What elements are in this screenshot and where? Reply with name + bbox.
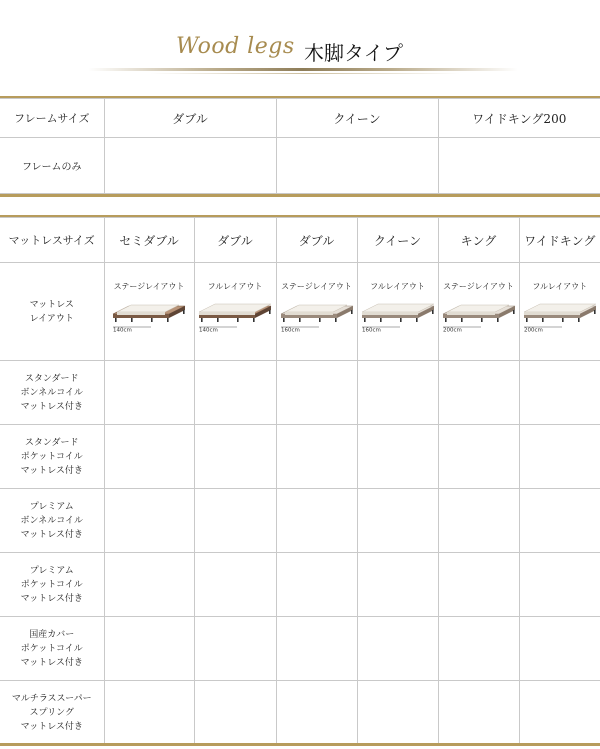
option-cell [438,489,519,553]
option-cell [438,681,519,745]
frame-size-double: ダブル [104,99,276,138]
option-row [0,425,600,489]
option-cell [519,681,600,745]
option-label-line2: ボンネルコイル [20,515,83,526]
option-label-line3: マットレス付き [20,657,83,668]
option-cell [194,681,276,745]
option-row [0,681,600,745]
option-cell [104,361,194,425]
dimension-label: 140cm [113,327,132,332]
layout-label-line2: レイアウト [29,313,74,324]
frame-size-wideking200: ワイドキング200 [438,99,600,138]
frame-header-row [0,99,600,138]
dimension-label: 200cm [523,327,543,332]
option-label-line1: マルチラススーパー [11,693,92,704]
option-row [0,553,600,617]
layout-type-label: フルレイアウト [207,282,263,291]
option-cell [357,361,438,425]
option-cell [276,553,357,617]
frame-only-cell-double [104,138,276,194]
option-row [0,489,600,553]
option-label [0,553,104,617]
full-bed-icon [522,302,598,332]
option-label-line3: マットレス付き [20,465,83,476]
option-label-line3: マットレス付き [20,721,83,732]
option-cell [276,489,357,553]
option-cell [194,425,276,489]
dimension-label: 160cm [361,327,381,332]
option-label [0,489,104,553]
frame-only-label: フレームのみ [0,138,104,194]
mattress-size-double-2: ダブル [276,218,357,263]
mattress-layout-label [0,263,104,361]
mattress-size-wideking: ワイドキング [519,218,600,263]
layout-type-label: フルレイアウト [370,282,425,291]
layout-type-label: ステージレイアウト [281,282,352,291]
full-bed-icon [197,302,273,332]
title-divider [88,68,518,71]
option-label-line1: スタンダード [24,437,79,448]
option-cell [194,617,276,681]
option-cell [519,361,600,425]
option-cell [438,617,519,681]
full-bed-icon [360,302,436,332]
layout-cell [438,263,519,361]
option-cell [519,425,600,489]
option-label-line3: マットレス付き [20,529,83,540]
mattress-size-header: マットレスサイズ [0,218,104,263]
dimension-label: 160cm [280,327,300,332]
option-label-line2: ボンネルコイル [20,387,83,398]
layout-cell [194,263,276,361]
title-script: Wood legs [176,34,295,59]
option-cell [194,553,276,617]
mattress-size-semidouble: セミダブル [104,218,194,263]
option-label-line1: プレミアム [29,501,74,512]
frame-size-table [0,98,600,194]
option-cell [519,553,600,617]
option-label-line3: マットレス付き [20,401,83,412]
option-label [0,361,104,425]
frame-size-header: フレームサイズ [0,99,104,138]
page-title: 木脚タイプ [304,41,403,65]
layout-type-label: ステージレイアウト [443,282,514,291]
option-cell [104,553,194,617]
option-cell [194,489,276,553]
option-cell [104,425,194,489]
mattress-size-double-1: ダブル [194,218,276,263]
frame-table-bottom-rule [0,194,600,197]
layout-type-label: フルレイアウト [532,282,588,291]
mattress-size-queen: クイーン [357,218,438,263]
option-label [0,617,104,681]
stage-bed-icon [441,302,517,332]
option-row [0,361,600,425]
dimension-label: 140cm [199,327,218,332]
option-label [0,681,104,745]
option-cell [438,553,519,617]
frame-size-queen: クイーン [276,99,438,138]
mattress-layout-row [0,263,600,361]
option-cell [519,617,600,681]
option-cell [357,425,438,489]
option-cell [357,489,438,553]
option-cell [276,617,357,681]
frame-only-row [0,138,600,194]
option-label-line1: プレミアム [29,565,74,576]
layout-cell [276,263,357,361]
option-cell [357,617,438,681]
mattress-size-table [0,217,600,745]
mattress-header-row [0,218,600,263]
layout-label-line1: マットレス [29,299,74,310]
option-label-line1: 国産カバー [29,629,75,640]
stage-bed-icon [279,302,355,332]
option-label-line2: ポケットコイル [20,451,83,462]
option-cell [194,361,276,425]
option-cell [276,681,357,745]
frame-only-cell-wideking200 [438,138,600,194]
layout-cell [519,263,600,361]
option-cell [438,361,519,425]
layout-cell [104,263,194,361]
layout-type-label: ステージレイアウト [113,282,185,291]
option-cell [104,617,194,681]
option-row [0,617,600,681]
page-header [0,0,600,90]
option-cell [104,681,194,745]
option-cell [519,489,600,553]
option-label-line1: スタンダード [24,373,79,384]
option-label [0,425,104,489]
title-divider-thin [150,73,460,74]
dimension-label: 200cm [442,327,462,332]
layout-cell [357,263,438,361]
option-cell [357,681,438,745]
frame-only-cell-queen [276,138,438,194]
option-cell [276,425,357,489]
option-label-line2: ポケットコイル [20,643,83,654]
mattress-size-king: キング [438,218,519,263]
option-cell [357,553,438,617]
option-label-line2: スプリング [29,707,74,718]
mattress-table-bottom-rule [0,743,600,746]
option-label-line3: マットレス付き [20,593,83,604]
option-cell [104,489,194,553]
option-cell [438,425,519,489]
stage-bed-icon [111,302,187,332]
option-cell [276,361,357,425]
option-label-line2: ポケットコイル [20,579,83,590]
